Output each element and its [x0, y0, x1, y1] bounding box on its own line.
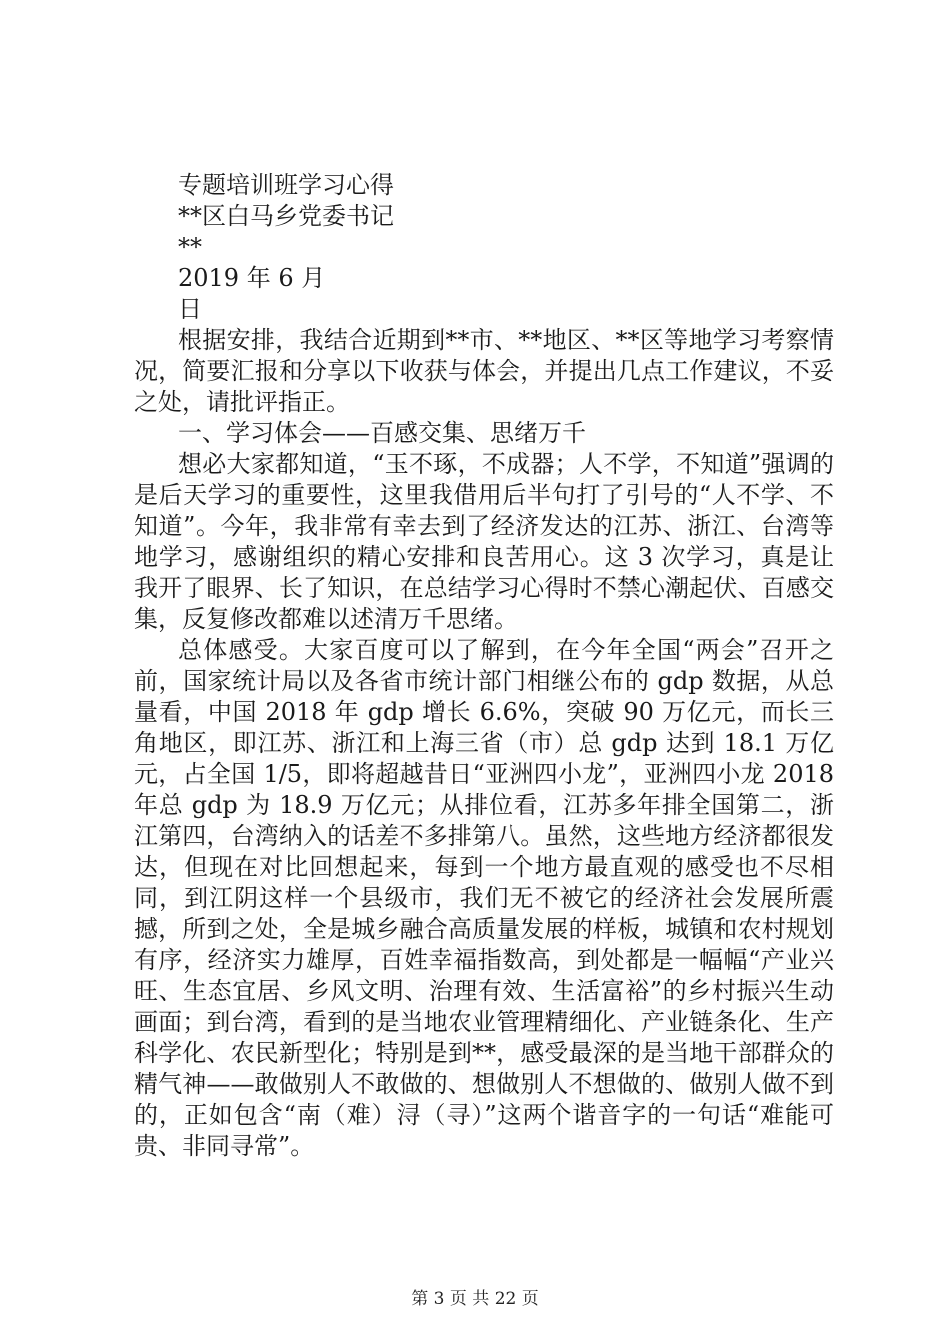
author-name: ** — [178, 233, 202, 261]
document-title: 专题培训班学习心得 — [178, 171, 394, 199]
section-heading: 一、学习体会——百感交集、思绪万千 — [178, 419, 586, 447]
date-line: 2019 年 6 月 — [178, 264, 326, 292]
document-body — [134, 325, 834, 1162]
document-header — [178, 170, 394, 325]
author-unit: **区白马乡党委书记 — [178, 202, 394, 230]
paragraph-intro: 根据安排，我结合近期到**市、**地区、**区等地学习考察情况，简要汇报和分享以下收获与体会，并提出几点工作建议，不妥之处，请批评指正。 — [134, 326, 834, 416]
date-day: 日 — [178, 295, 202, 323]
paragraph-learning: 想必大家都知道，“玉不琢，不成器；人不学，不知道”强调的是后天学习的重要性，这里我借用后半句打了引号的“人不学、不知道”。今年，我非常有幸去到了经济发达的江苏、浙江、台湾等地学习，感谢组织的精心安排和良苦用心。这 3 次学习，真是让我开了眼界、长了知识，在总结学习心得时不禁心潮起伏、百感交集，反复修改都难以述清万千思绪。 — [134, 450, 834, 633]
paragraph-overall: 总体感受。大家百度可以了解到，在今年全国“两会”召开之前，国家统计局以及各省市统计部门相继公布的 gdp 数据，从总量看，中国 2018 年 gdp 增长 6.6%，突破 90 万亿元，而长三角地区，即江苏、浙江和上海三省（市）总 gdp 达到 18.1 万亿元，占全国 1/5，即将超越昔日“亚洲四小龙”，亚洲四小龙 2018 年总 gdp 为 18.9 万亿元；从排位看，江苏多年排全国第二，浙江第四，台湾纳入的话差不多排第八。虽然，这些地方经济都很发达，但现在对比回想起来，每到一个地方最直观的感受也不尽相同，到江阴这样一个县级市，我们无不被它的经济社会发展所震撼，所到之处，全是城乡融合高质量发展的样板，城镇和农村规划有序，经济实力雄厚，百姓幸福指数高，到处都是一幅幅“产业兴旺、生态宜居、乡风文明、治理有效、生活富裕”的乡村振兴生动画面；到台湾，看到的是当地农业管理精细化、产业链条化、生产科学化、农民新型化；特别是到**，感受最深的是当地干部群众的精气神——敢做别人不敢做的、想做别人不想做的、做别人做不到的，正如包含“南（难）浔（寻）”这两个谐音字的一句话“难能可贵、非同寻常”。 — [134, 636, 834, 1160]
page-footer: 第 3 页 共 22 页 — [411, 1289, 539, 1309]
